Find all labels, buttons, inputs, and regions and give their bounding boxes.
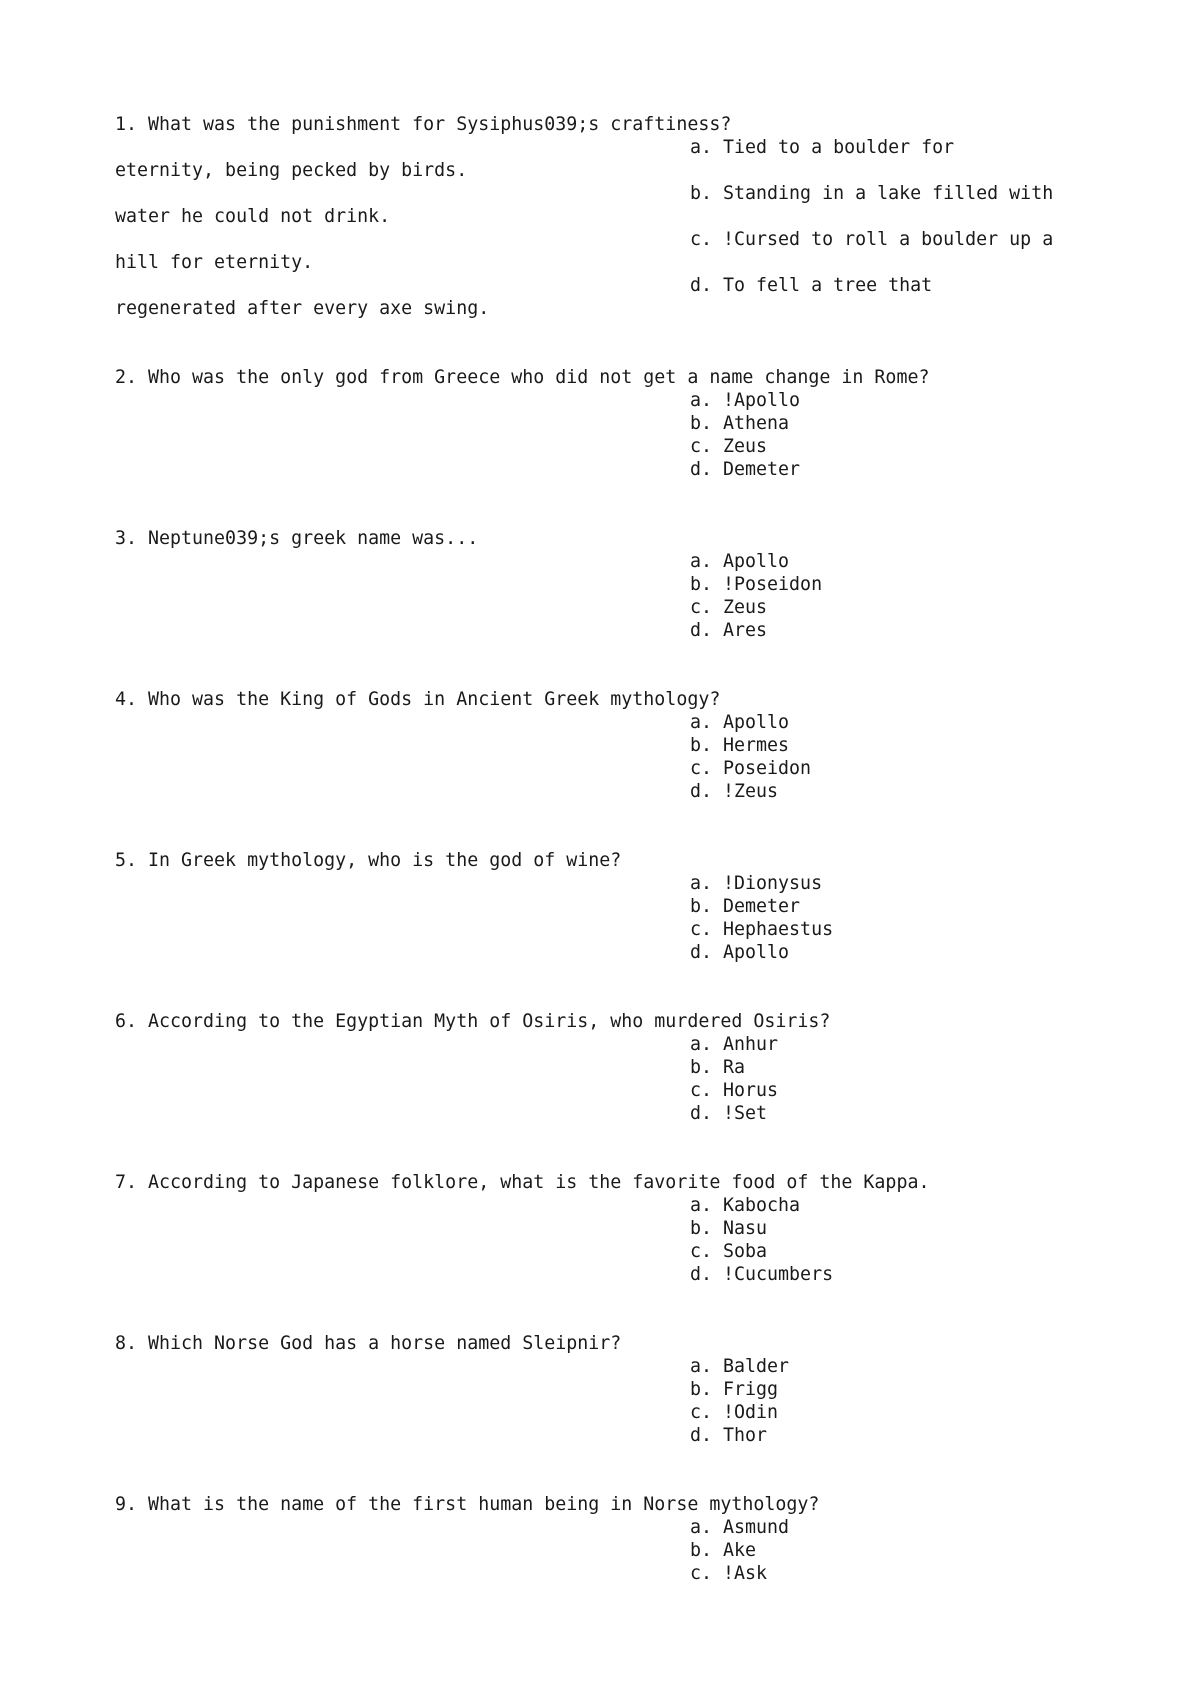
option-a: a. Apollo — [690, 712, 790, 733]
option-b: b. Frigg — [690, 1379, 779, 1400]
option-d: d. Apollo — [690, 942, 790, 963]
option-c-continued: hill for eternity. — [115, 252, 314, 273]
question-text: 4. Who was the King of Gods in Ancient Greek mythology? — [115, 689, 721, 710]
option-b: b. Demeter — [690, 896, 801, 917]
question-text: 1. What was the punishment for Sysiphus039;s craftiness? — [115, 114, 732, 135]
option-b: b. Standing in a lake filled with — [690, 183, 1054, 204]
question-6 — [115, 1010, 1115, 1125]
option-b: b. Ra — [690, 1057, 746, 1078]
option-b: b. Ake — [690, 1540, 757, 1561]
option-d: d. !Cucumbers — [690, 1264, 834, 1285]
question-2 — [115, 366, 1115, 481]
option-c: c. Soba — [690, 1241, 768, 1262]
question-3 — [115, 527, 1115, 642]
option-a: a. Apollo — [690, 551, 790, 572]
option-a: a. !Apollo — [690, 390, 801, 411]
question-text: 5. In Greek mythology, who is the god of wine? — [115, 850, 622, 871]
option-b: b. Hermes — [690, 735, 790, 756]
question-8 — [115, 1332, 1115, 1447]
option-b: b. Athena — [690, 413, 790, 434]
question-text: 7. According to Japanese folklore, what is the favorite food of the Kappa. — [115, 1172, 930, 1193]
option-d: d. To fell a tree that — [690, 275, 933, 296]
question-1 — [115, 113, 1115, 320]
option-a-continued: eternity, being pecked by birds. — [115, 160, 468, 181]
option-c: c. !Odin — [690, 1402, 779, 1423]
question-text: 2. Who was the only god from Greece who did not get a name change in Rome? — [115, 367, 930, 388]
option-a: a. Kabocha — [690, 1195, 801, 1216]
question-text: 3. Neptune039;s greek name was... — [115, 528, 479, 549]
option-a: a. Tied to a boulder for — [690, 137, 955, 158]
option-d: d. Thor — [690, 1425, 768, 1446]
option-d: d. Ares — [690, 620, 768, 641]
question-5 — [115, 849, 1115, 964]
option-b: b. !Poseidon — [690, 574, 823, 595]
option-d: d. Demeter — [690, 459, 801, 480]
option-d: d. !Zeus — [690, 781, 779, 802]
option-d-continued: regenerated after every axe swing. — [115, 298, 490, 319]
option-c: c. !Cursed to roll a boulder up a — [690, 229, 1054, 250]
option-c: c. Zeus — [690, 597, 768, 618]
option-c: c. Zeus — [690, 436, 768, 457]
question-9 — [115, 1493, 1115, 1585]
option-c: c. Hephaestus — [690, 919, 834, 940]
question-text: 9. What is the name of the first human being in Norse mythology? — [115, 1494, 820, 1515]
option-c: c. Horus — [690, 1080, 779, 1101]
question-text: 8. Which Norse God has a horse named Sleipnir? — [115, 1333, 622, 1354]
option-b: b. Nasu — [690, 1218, 768, 1239]
question-4 — [115, 688, 1115, 803]
option-c: c. Poseidon — [690, 758, 812, 779]
option-a: a. Anhur — [690, 1034, 779, 1055]
question-7 — [115, 1171, 1115, 1286]
option-c: c. !Ask — [690, 1563, 768, 1584]
option-d: d. !Set — [690, 1103, 768, 1124]
option-a: a. Asmund — [690, 1517, 790, 1538]
option-a: a. !Dionysus — [690, 873, 823, 894]
option-a: a. Balder — [690, 1356, 790, 1377]
question-text: 6. According to the Egyptian Myth of Osiris, who murdered Osiris? — [115, 1011, 831, 1032]
option-b-continued: water he could not drink. — [115, 206, 391, 227]
